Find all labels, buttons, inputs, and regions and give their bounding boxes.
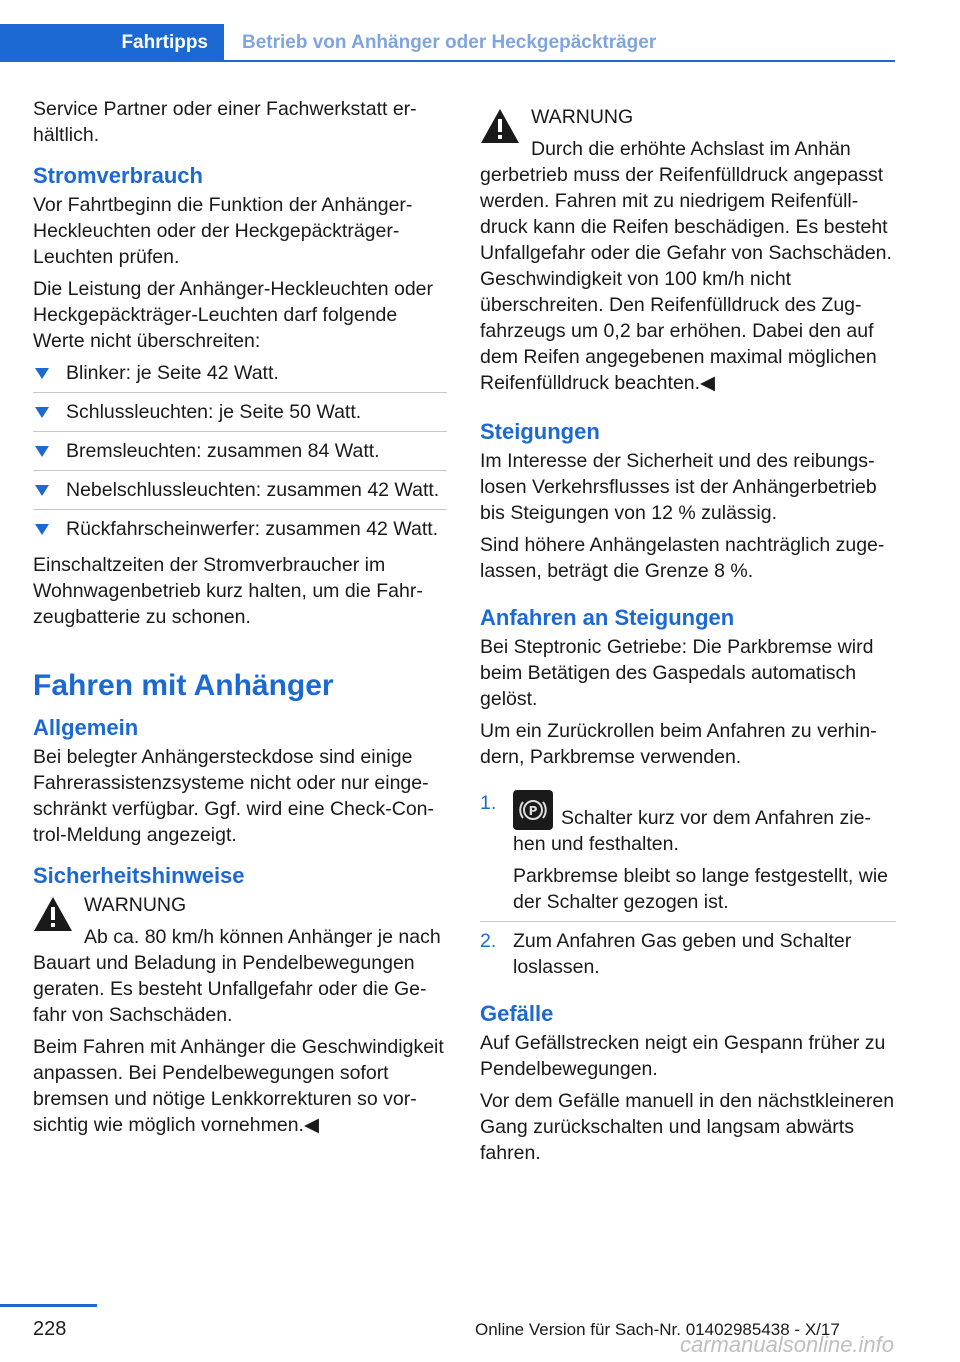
paragraph: Die Leistung der Anhänger-Heckleuchten oder Heckgepäckträger-Leuchten darf folgende Werte nicht überschreiten: bbox=[33, 278, 434, 352]
list-item: Nebelschlussleuchten: zusammen 42 Watt. bbox=[33, 477, 447, 510]
warning-lead: Durch die erhöhte Achslast im Anhän bbox=[531, 138, 851, 160]
svg-text:P: P bbox=[528, 804, 538, 818]
section-tab[interactable]: Fahrtipps bbox=[0, 24, 224, 62]
page-header bbox=[0, 24, 895, 62]
list-item bbox=[480, 928, 896, 986]
heading-gefaelle: Gefälle bbox=[480, 1001, 554, 1026]
watermark: carmanualsonline.info bbox=[680, 1332, 895, 1357]
warning-label: WARNUNG bbox=[531, 106, 634, 128]
chapter-title: Fahren mit Anhänger bbox=[33, 669, 334, 702]
bullet-triangle-icon bbox=[35, 446, 49, 457]
page-number: 228 bbox=[33, 1318, 67, 1340]
bullet-triangle-icon bbox=[35, 485, 49, 496]
bullet-triangle-icon bbox=[35, 407, 49, 418]
left-column bbox=[33, 96, 447, 1144]
step-number: 2. bbox=[480, 930, 497, 952]
list-item: Blinker: je Seite 42 Watt. bbox=[33, 360, 447, 393]
step-subtext: Parkbremse bleibt so lange festgestellt, wie der Schalter gezogen ist. bbox=[513, 865, 889, 913]
step-number: 1. bbox=[480, 792, 497, 814]
heading-anfahren: Anfahren an Steigungen bbox=[480, 605, 735, 630]
paragraph: Um ein Zurückrollen beim Anfahren zu verhindern, Parkbremse verwenden. bbox=[480, 720, 877, 768]
bullet-triangle-icon bbox=[35, 524, 49, 535]
paragraph: Vor Fahrtbeginn die Funktion der Anhänger-Heckleuchten oder der Heckgepäckträger-Leuchten prüfen. bbox=[33, 194, 413, 268]
paragraph: Auf Gefällstrecken neigt ein Gespann früher zu Pendelbewegungen. bbox=[480, 1032, 886, 1080]
list-item: Bremsleuchten: zusammen 84 Watt. bbox=[33, 438, 447, 471]
right-column bbox=[480, 104, 896, 1172]
warning-block bbox=[480, 104, 896, 396]
list-item bbox=[480, 790, 896, 922]
online-version-note: Online Version für Sach-Nr. 01402985438 - X/17 bbox=[475, 1320, 840, 1339]
bullet-triangle-icon bbox=[35, 368, 49, 379]
steps-list bbox=[480, 790, 896, 986]
heading-steigungen: Steigungen bbox=[480, 419, 600, 444]
paragraph: Einschaltzeiten der Stromverbraucher im Wohnwagenbetrieb kurz halten, um die Fahrzeugbatterie zu schonen. bbox=[33, 554, 423, 628]
paragraph: Bei Steptronic Getriebe: Die Parkbremse wird beim Betätigen des Gaspedals automatisch gelöst. bbox=[480, 636, 874, 710]
paragraph: Bei belegter Anhängersteckdose sind einige Fahrerassistenzsysteme nicht oder nur eingeschränkt verfügbar. Ggf. wird eine Check-Control-Meldung angezeigt. bbox=[33, 746, 435, 846]
footer-rule bbox=[0, 1304, 97, 1307]
paragraph: Im Interesse der Sicherheit und des reibungslosen Verkehrsflusses ist der Anhängerbetrieb bis Steigungen von 12 % zulässig. bbox=[480, 450, 877, 524]
heading-stromverbrauch: Stromverbrauch bbox=[33, 163, 203, 188]
warning-label: WARNUNG bbox=[84, 894, 187, 916]
intro-text: Service Partner oder einer Fachwerkstatt erhältlich. bbox=[33, 98, 417, 146]
paragraph: Sind höhere Anhängelasten nachträglich zugelassen, beträgt die Grenze 8 %. bbox=[480, 534, 885, 582]
step-text: Schalter kurz vor dem Anfahren ziehen und festhalten. bbox=[513, 807, 871, 855]
heading-sicherheitshinweise: Sicherheitshinweise bbox=[33, 863, 245, 888]
list-item: Rückfahrscheinwerfer: zusammen 42 Watt. bbox=[33, 516, 447, 548]
warning-triangle-icon bbox=[480, 108, 520, 144]
step-text: Zum Anfahren Gas geben und Schalter loslassen. bbox=[513, 930, 852, 978]
paragraph: Vor dem Gefälle manuell in den nächstkleineren Gang zurückschalten und langsam abwärts fahren. bbox=[480, 1090, 895, 1164]
paragraph: Beim Fahren mit Anhänger die Geschwindigkeit anpassen. Bei Pendelbewegungen sofort bremsen und nötige Lenkkorrekturen so vorsichtig wie möglich vornehmen.◀ bbox=[33, 1036, 444, 1136]
heading-allgemein: Allgemein bbox=[33, 715, 139, 740]
list-item: Schlussleuchten: je Seite 50 Watt. bbox=[33, 399, 447, 432]
warning-triangle-icon bbox=[33, 896, 73, 932]
header-rule bbox=[0, 60, 895, 62]
breadcrumb[interactable]: Betrieb von Anhänger oder Heckgepäckträger bbox=[242, 32, 657, 53]
warning-text: gerbetrieb muss der Reifenfülldruck angepasst werden. Fahren mit zu niedrigem Reifenfülldruck kann die Reifen beschädigen. Es besteht Unfallgefahr oder die Gefahr von Sachschäden. Geschwindigkeit von 100 km/h nicht überschreiten. Den Reifenfülldruck des Zugfahrzeugs um 0,2 bar erhöhen. Dabei den auf dem Reifen angegebenen maximal möglichen Reifenfülldruck beachten.◀ bbox=[480, 164, 892, 394]
warning-block bbox=[33, 892, 447, 1028]
wattage-list bbox=[33, 360, 447, 548]
warning-text: Bauart und Beladung in Pendelbewegungen geraten. Es besteht Unfallgefahr oder die Gefahr von Sachschäden. bbox=[33, 952, 427, 1026]
parking-brake-switch-icon bbox=[513, 790, 553, 830]
warning-lead: Ab ca. 80 km/h können Anhänger je nach bbox=[84, 926, 441, 948]
